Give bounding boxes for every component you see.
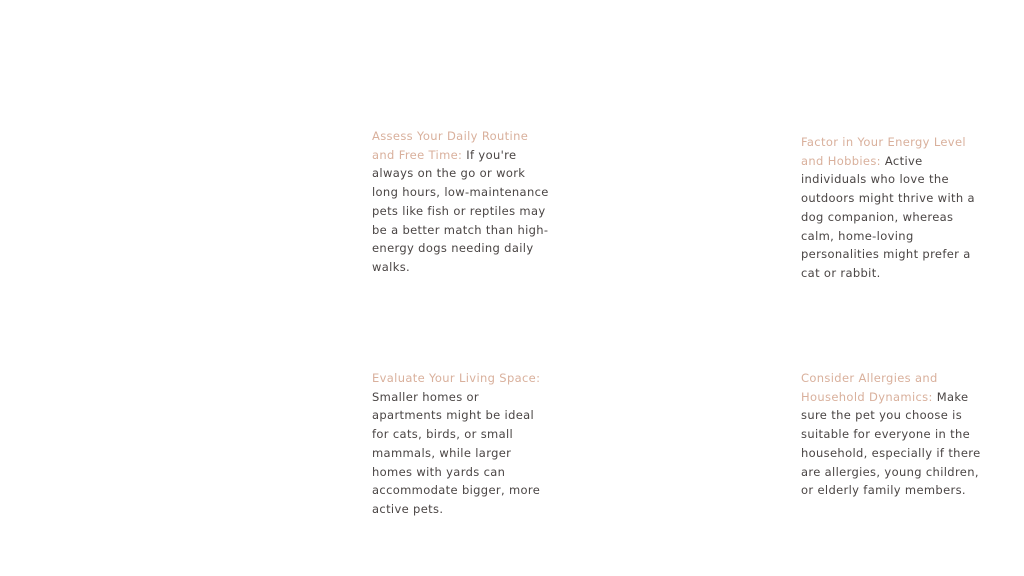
tip-energy-level: [801, 133, 981, 283]
tip-body: Active individuals who love the outdoors might thrive with a dog companion, whereas calm, home-loving personalities might prefer a cat or rabbit.: [801, 153, 975, 280]
tip-heading: Factor in Your Energy Level and Hobbies:: [801, 135, 966, 168]
tip-living-space: [372, 369, 552, 519]
tip-body: If you're always on the go or work long hours, low-maintenance pets like fish or reptiles may be a better match than high-energy dogs needing daily walks.: [372, 147, 549, 274]
tip-allergies: [801, 369, 981, 500]
tip-heading: Consider Allergies and Household Dynamics:: [801, 371, 938, 404]
tip-heading: Evaluate Your Living Space:: [372, 371, 541, 385]
tip-heading: Assess Your Daily Routine and Free Time:: [372, 129, 529, 162]
tip-daily-routine: [372, 127, 552, 277]
tip-body: Smaller homes or apartments might be ideal for cats, birds, or small mammals, while larger homes with yards can accommodate bigger, more active pets.: [372, 389, 541, 516]
tip-body: Make sure the pet you choose is suitable for everyone in the household, especially if there are allergies, young children, or elderly family members.: [801, 389, 981, 498]
